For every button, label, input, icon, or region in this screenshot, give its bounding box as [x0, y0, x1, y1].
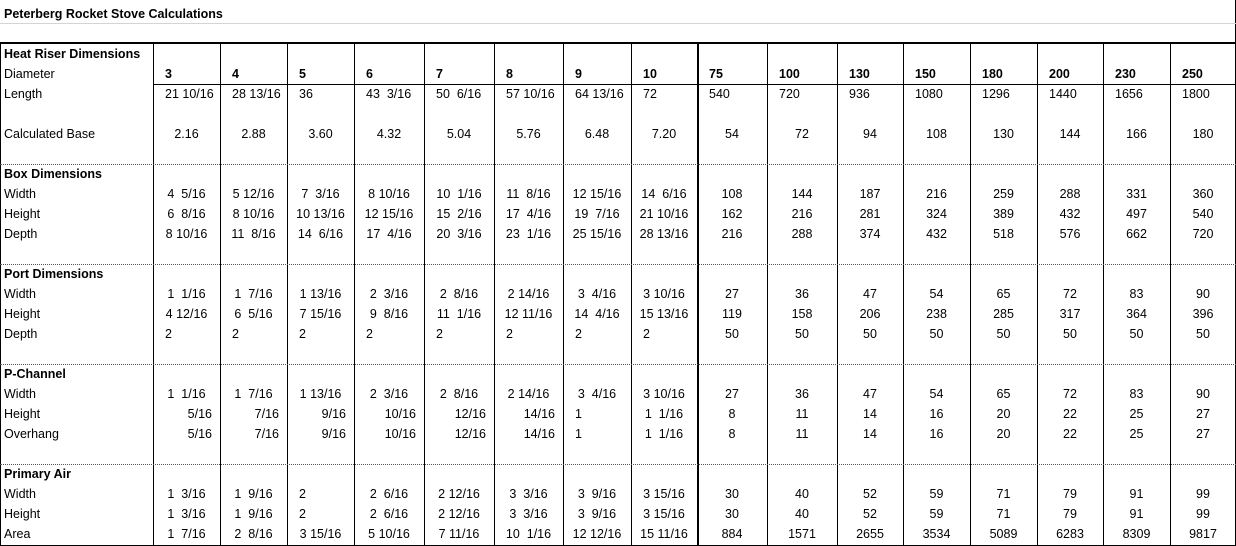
- table-cell[interactable]: 4 12/16: [165, 307, 208, 321]
- table-cell[interactable]: 8: [728, 407, 736, 421]
- table-cell[interactable]: 64 13/16: [575, 87, 624, 101]
- table-cell[interactable]: 57 10/16: [506, 87, 555, 101]
- table-cell[interactable]: 1 13/16: [299, 387, 342, 401]
- table-cell[interactable]: 216: [791, 207, 813, 221]
- table-cell[interactable]: 331: [1126, 187, 1147, 201]
- table-cell[interactable]: 6 8/16: [167, 207, 206, 221]
- table-cell[interactable]: 50: [795, 327, 809, 341]
- table-cell[interactable]: 72: [643, 87, 657, 101]
- table-cell[interactable]: 36: [299, 87, 313, 101]
- table-cell[interactable]: 2: [232, 327, 239, 341]
- table-cell[interactable]: 144: [791, 187, 813, 201]
- table-cell[interactable]: 40: [795, 487, 809, 501]
- table-cell[interactable]: 1 3/16: [167, 487, 206, 501]
- row-label[interactable]: Depth: [4, 327, 38, 341]
- table-cell[interactable]: 3 10/16: [643, 287, 685, 301]
- table-cell[interactable]: 71: [996, 507, 1011, 521]
- table-cell[interactable]: 2 14/16: [507, 287, 550, 301]
- table-cell[interactable]: 54: [725, 127, 739, 141]
- table-cell[interactable]: 7 15/16: [299, 307, 342, 321]
- table-cell[interactable]: 12 12/16: [572, 527, 622, 541]
- table-cell[interactable]: 396: [1192, 307, 1214, 321]
- table-cell[interactable]: 200: [1049, 67, 1070, 81]
- table-cell[interactable]: 27: [1196, 427, 1210, 441]
- table-cell[interactable]: 22: [1063, 407, 1077, 421]
- table-cell[interactable]: 2: [366, 327, 373, 341]
- table-cell[interactable]: 83: [1129, 387, 1144, 401]
- table-cell[interactable]: 720: [1192, 227, 1214, 241]
- table-cell[interactable]: 1 7/16: [167, 527, 206, 541]
- table-cell[interactable]: 1 3/16: [167, 507, 206, 521]
- table-cell[interactable]: 50: [1063, 327, 1077, 341]
- table-cell[interactable]: 20: [996, 427, 1011, 441]
- table-cell[interactable]: 94: [863, 127, 877, 141]
- grid-line: [0, 42, 1236, 44]
- table-cell[interactable]: 3 9/16: [577, 487, 617, 501]
- table-cell[interactable]: 3 15/16: [643, 507, 685, 521]
- table-cell[interactable]: 27: [725, 287, 739, 301]
- table-cell[interactable]: 6.48: [584, 127, 610, 141]
- table-cell[interactable]: 22: [1063, 427, 1077, 441]
- table-cell[interactable]: 2: [436, 327, 443, 341]
- table-cell[interactable]: 47: [863, 387, 877, 401]
- table-cell[interactable]: 50: [1129, 327, 1144, 341]
- row-label[interactable]: Length: [4, 87, 43, 101]
- table-cell[interactable]: 1 9/16: [234, 487, 273, 501]
- table-cell[interactable]: 108: [926, 127, 947, 141]
- table-cell[interactable]: 432: [1059, 207, 1081, 221]
- table-cell[interactable]: 3 3/16: [509, 487, 548, 501]
- table-cell[interactable]: 2.88: [241, 127, 266, 141]
- table-cell[interactable]: 11 1/16: [436, 307, 482, 321]
- table-cell[interactable]: 2: [299, 507, 306, 521]
- table-cell[interactable]: 9 8/16: [369, 307, 409, 321]
- table-cell[interactable]: 5/16: [187, 427, 212, 441]
- table-cell[interactable]: 150: [915, 67, 936, 81]
- row-label[interactable]: Height: [4, 307, 41, 321]
- table-cell[interactable]: 2 12/16: [438, 507, 480, 521]
- row-label[interactable]: Height: [4, 507, 41, 521]
- table-cell[interactable]: 5 10/16: [368, 527, 410, 541]
- row-label[interactable]: Width: [4, 387, 36, 401]
- table-cell[interactable]: 10 13/16: [296, 207, 345, 221]
- table-cell[interactable]: 662: [1126, 227, 1147, 241]
- table-cell[interactable]: 12 15/16: [364, 207, 414, 221]
- table-cell[interactable]: 16: [929, 407, 944, 421]
- section-heading[interactable]: Heat Riser Dimensions: [4, 47, 141, 61]
- table-cell[interactable]: 27: [1196, 407, 1210, 421]
- table-cell[interactable]: 12/16: [454, 427, 486, 441]
- table-cell[interactable]: 374: [859, 227, 881, 241]
- table-cell[interactable]: 9/16: [321, 407, 346, 421]
- table-cell[interactable]: 10: [643, 67, 657, 81]
- table-cell[interactable]: 288: [1059, 187, 1081, 201]
- table-cell[interactable]: 1 1/16: [644, 427, 684, 441]
- row-label[interactable]: Height: [4, 407, 41, 421]
- table-cell[interactable]: 4: [232, 67, 239, 81]
- table-cell[interactable]: 936: [849, 87, 870, 101]
- row-label[interactable]: Overhang: [4, 427, 59, 441]
- table-cell[interactable]: 130: [993, 127, 1014, 141]
- table-cell[interactable]: 281: [859, 207, 881, 221]
- grid-line: [0, 264, 1236, 265]
- row-label[interactable]: Width: [4, 187, 36, 201]
- table-cell[interactable]: 1 13/16: [299, 287, 342, 301]
- table-cell[interactable]: 4.32: [376, 127, 402, 141]
- row-label[interactable]: Area: [4, 527, 31, 541]
- table-cell[interactable]: 230: [1115, 67, 1136, 81]
- table-cell[interactable]: 11: [795, 407, 809, 421]
- table-cell[interactable]: 91: [1129, 507, 1144, 521]
- table-cell[interactable]: 20: [996, 407, 1011, 421]
- table-cell[interactable]: 518: [993, 227, 1014, 241]
- table-cell[interactable]: 2 6/16: [369, 487, 409, 501]
- table-cell[interactable]: 21 10/16: [165, 87, 214, 101]
- table-cell[interactable]: 15 11/16: [640, 527, 688, 541]
- table-cell[interactable]: 3 10/16: [643, 387, 685, 401]
- table-cell[interactable]: 1 7/16: [234, 287, 273, 301]
- table-cell[interactable]: 27: [725, 387, 739, 401]
- table-cell[interactable]: 6: [366, 67, 373, 81]
- table-cell[interactable]: 14 6/16: [297, 227, 344, 241]
- table-cell[interactable]: 43 3/16: [366, 87, 412, 101]
- table-cell[interactable]: 8 10/16: [165, 227, 208, 241]
- table-cell[interactable]: 11 8/16: [231, 227, 276, 241]
- table-cell[interactable]: 540: [709, 87, 730, 101]
- table-cell[interactable]: 2 3/16: [369, 387, 409, 401]
- grid-line: [0, 364, 1236, 365]
- table-cell[interactable]: 50: [863, 327, 877, 341]
- table-cell[interactable]: 7: [436, 67, 443, 81]
- table-cell[interactable]: 2: [165, 327, 172, 341]
- table-cell[interactable]: 5.04: [446, 127, 472, 141]
- table-cell[interactable]: 1 1/16: [167, 387, 206, 401]
- table-cell[interactable]: 75: [709, 67, 723, 81]
- row-label[interactable]: Width: [4, 287, 36, 301]
- table-cell[interactable]: 14 6/16: [641, 187, 687, 201]
- table-cell[interactable]: 8: [506, 67, 513, 81]
- table-cell[interactable]: 28 13/16: [639, 227, 689, 241]
- table-cell[interactable]: 360: [1192, 187, 1214, 201]
- table-cell[interactable]: 6283: [1056, 527, 1084, 541]
- row-label[interactable]: Diameter: [4, 67, 55, 81]
- section-heading[interactable]: Primary Air: [4, 467, 71, 481]
- table-cell[interactable]: 10 1/16: [505, 527, 552, 541]
- table-cell[interactable]: 47: [863, 287, 877, 301]
- table-cell[interactable]: 12/16: [454, 407, 486, 421]
- table-cell[interactable]: 2 8/16: [439, 287, 479, 301]
- table-cell[interactable]: 8309: [1122, 527, 1151, 541]
- table-cell[interactable]: 72: [1063, 387, 1077, 401]
- table-cell[interactable]: 1 1/16: [644, 407, 684, 421]
- table-cell[interactable]: 83: [1129, 287, 1144, 301]
- table-cell[interactable]: 3: [165, 67, 172, 81]
- table-cell[interactable]: 72: [795, 127, 809, 141]
- table-cell[interactable]: 187: [859, 187, 881, 201]
- table-cell[interactable]: 40: [795, 507, 809, 521]
- table-cell[interactable]: 1 9/16: [234, 507, 273, 521]
- table-cell[interactable]: 91: [1129, 487, 1144, 501]
- table-cell[interactable]: 79: [1063, 487, 1077, 501]
- table-cell[interactable]: 7 3/16: [301, 187, 340, 201]
- table-cell[interactable]: 1 1/16: [167, 287, 206, 301]
- table-cell[interactable]: 14/16: [523, 407, 555, 421]
- row-label[interactable]: Calculated Base: [4, 127, 96, 141]
- table-cell[interactable]: 144: [1059, 127, 1081, 141]
- table-cell[interactable]: 2: [506, 327, 513, 341]
- table-cell[interactable]: 1 7/16: [234, 387, 273, 401]
- table-cell[interactable]: 2.16: [174, 127, 199, 141]
- table-cell[interactable]: 2655: [856, 527, 884, 541]
- table-cell[interactable]: 100: [779, 67, 800, 81]
- table-cell[interactable]: 259: [993, 187, 1014, 201]
- table-cell[interactable]: 1656: [1115, 87, 1143, 101]
- table-cell[interactable]: 1571: [788, 527, 816, 541]
- table-cell[interactable]: 5: [299, 67, 306, 81]
- grid-line: [0, 164, 1236, 165]
- table-cell[interactable]: 540: [1192, 207, 1214, 221]
- table-cell[interactable]: 8 10/16: [368, 187, 410, 201]
- section-heading[interactable]: P-Channel: [4, 367, 66, 381]
- table-cell[interactable]: 576: [1059, 227, 1081, 241]
- table-cell[interactable]: 15 2/16: [436, 207, 482, 221]
- table-cell[interactable]: 285: [993, 307, 1014, 321]
- table-cell[interactable]: 50: [996, 327, 1011, 341]
- table-cell[interactable]: 5089: [989, 527, 1018, 541]
- table-cell[interactable]: 7/16: [254, 427, 279, 441]
- table-cell[interactable]: 14 4/16: [574, 307, 620, 321]
- row-label[interactable]: Height: [4, 207, 41, 221]
- table-cell[interactable]: 7.20: [651, 127, 677, 141]
- table-cell[interactable]: 90: [1196, 287, 1210, 301]
- table-cell[interactable]: 25 15/16: [572, 227, 622, 241]
- table-cell[interactable]: 166: [1126, 127, 1147, 141]
- section-heading[interactable]: Port Dimensions: [4, 267, 104, 281]
- row-label[interactable]: Depth: [4, 227, 38, 241]
- table-cell[interactable]: 2 3/16: [369, 287, 409, 301]
- table-cell[interactable]: 180: [982, 67, 1003, 81]
- table-cell[interactable]: 216: [926, 187, 947, 201]
- table-cell[interactable]: 17 4/16: [505, 207, 552, 221]
- table-cell[interactable]: 720: [779, 87, 800, 101]
- table-cell[interactable]: 30: [725, 507, 739, 521]
- table-cell[interactable]: 7/16: [254, 407, 279, 421]
- table-cell[interactable]: 2: [575, 327, 582, 341]
- table-cell[interactable]: 65: [996, 387, 1011, 401]
- table-cell[interactable]: 65: [996, 287, 1011, 301]
- table-cell[interactable]: 50: [725, 327, 739, 341]
- table-cell[interactable]: 72: [1063, 287, 1077, 301]
- table-cell[interactable]: 3 15/16: [299, 527, 342, 541]
- table-cell[interactable]: 250: [1182, 67, 1203, 81]
- table-cell[interactable]: 99: [1196, 507, 1210, 521]
- table-cell[interactable]: 52: [863, 487, 877, 501]
- table-cell[interactable]: 6 5/16: [234, 307, 273, 321]
- table-cell[interactable]: 884: [721, 527, 743, 541]
- table-cell[interactable]: 71: [996, 487, 1011, 501]
- table-cell[interactable]: 36: [795, 387, 809, 401]
- table-cell[interactable]: 9/16: [321, 427, 346, 441]
- table-cell[interactable]: 25: [1129, 427, 1144, 441]
- table-cell[interactable]: 2 12/16: [438, 487, 480, 501]
- table-cell[interactable]: 50: [1196, 327, 1210, 341]
- table-cell[interactable]: 8: [728, 427, 736, 441]
- table-cell[interactable]: 1: [575, 427, 582, 441]
- table-cell[interactable]: 2: [299, 487, 306, 501]
- table-cell[interactable]: 162: [721, 207, 743, 221]
- grid-line: [0, 464, 1236, 465]
- table-cell[interactable]: 3 9/16: [577, 507, 617, 521]
- table-cell[interactable]: 1296: [982, 87, 1010, 101]
- table-cell[interactable]: 10/16: [384, 427, 416, 441]
- grid-line: [0, 23, 1236, 24]
- table-cell[interactable]: 108: [721, 187, 743, 201]
- table-cell[interactable]: 30: [725, 487, 739, 501]
- table-cell[interactable]: 432: [926, 227, 947, 241]
- table-cell[interactable]: 238: [926, 307, 947, 321]
- table-cell[interactable]: 19 7/16: [574, 207, 620, 221]
- table-cell[interactable]: 8 10/16: [232, 207, 275, 221]
- table-cell[interactable]: 130: [849, 67, 870, 81]
- table-cell[interactable]: 59: [929, 487, 944, 501]
- table-cell[interactable]: 2 14/16: [507, 387, 550, 401]
- table-cell[interactable]: 28 13/16: [232, 87, 281, 101]
- table-cell[interactable]: 317: [1059, 307, 1081, 321]
- table-cell[interactable]: 25: [1129, 407, 1144, 421]
- table-cell[interactable]: 389: [993, 207, 1014, 221]
- table-cell[interactable]: 14: [863, 407, 877, 421]
- table-cell[interactable]: 3 3/16: [509, 507, 548, 521]
- table-cell[interactable]: 9: [575, 67, 582, 81]
- table-cell[interactable]: 14/16: [523, 427, 555, 441]
- table-cell[interactable]: 3 15/16: [643, 487, 685, 501]
- table-cell[interactable]: 3 4/16: [577, 387, 617, 401]
- table-cell[interactable]: 2: [299, 327, 306, 341]
- table-cell[interactable]: 11 8/16: [506, 187, 551, 201]
- section-heading[interactable]: Box Dimensions: [4, 167, 102, 181]
- table-cell[interactable]: 2 8/16: [439, 387, 479, 401]
- table-cell[interactable]: 16: [929, 427, 944, 441]
- table-cell[interactable]: 364: [1126, 307, 1147, 321]
- table-cell[interactable]: 9817: [1189, 527, 1217, 541]
- table-cell[interactable]: 20 3/16: [436, 227, 482, 241]
- table-cell[interactable]: 1: [575, 407, 582, 421]
- table-cell[interactable]: 119: [722, 307, 742, 321]
- table-cell[interactable]: 10/16: [384, 407, 416, 421]
- table-cell[interactable]: 2 8/16: [234, 527, 273, 541]
- table-cell[interactable]: 59: [929, 507, 944, 521]
- table-cell[interactable]: 54: [929, 387, 944, 401]
- sheet-title[interactable]: Peterberg Rocket Stove Calculations: [4, 7, 223, 21]
- table-cell[interactable]: 50 6/16: [436, 87, 482, 101]
- table-cell[interactable]: 36: [795, 287, 809, 301]
- table-cell[interactable]: 4 5/16: [167, 187, 206, 201]
- table-cell[interactable]: 2: [643, 327, 650, 341]
- table-cell[interactable]: 3534: [922, 527, 951, 541]
- table-cell[interactable]: 12 11/16: [504, 307, 553, 321]
- table-cell[interactable]: 216: [721, 227, 743, 241]
- table-cell[interactable]: 324: [926, 207, 947, 221]
- table-cell[interactable]: 7 11/16: [438, 527, 480, 541]
- table-cell[interactable]: 180: [1192, 127, 1214, 141]
- table-cell[interactable]: 497: [1126, 207, 1147, 221]
- table-cell[interactable]: 1800: [1182, 87, 1210, 101]
- table-cell[interactable]: 50: [929, 327, 944, 341]
- table-cell[interactable]: 52: [863, 507, 877, 521]
- table-cell[interactable]: 1440: [1049, 87, 1077, 101]
- table-cell[interactable]: 3 4/16: [577, 287, 617, 301]
- table-cell[interactable]: 14: [863, 427, 877, 441]
- row-label[interactable]: Width: [4, 487, 36, 501]
- table-cell[interactable]: 90: [1196, 387, 1210, 401]
- table-cell[interactable]: 54: [929, 287, 944, 301]
- table-cell[interactable]: 17 4/16: [366, 227, 412, 241]
- table-cell[interactable]: 10 1/16: [436, 187, 482, 201]
- table-cell[interactable]: 3.60: [308, 127, 333, 141]
- table-cell[interactable]: 288: [791, 227, 813, 241]
- table-cell[interactable]: 79: [1063, 507, 1077, 521]
- table-cell[interactable]: 11: [795, 427, 809, 441]
- table-cell[interactable]: 23 1/16: [505, 227, 552, 241]
- table-cell[interactable]: 99: [1196, 487, 1210, 501]
- table-cell[interactable]: 158: [791, 307, 813, 321]
- table-cell[interactable]: 206: [859, 307, 881, 321]
- table-cell[interactable]: 5 12/16: [232, 187, 275, 201]
- table-cell[interactable]: 1080: [915, 87, 943, 101]
- table-cell[interactable]: 15 13/16: [639, 307, 689, 321]
- table-cell[interactable]: 21 10/16: [639, 207, 689, 221]
- table-cell[interactable]: 12 15/16: [572, 187, 622, 201]
- table-cell[interactable]: 5.76: [516, 127, 541, 141]
- table-cell[interactable]: 5/16: [187, 407, 212, 421]
- grid-line: [0, 43, 1, 546]
- table-cell[interactable]: 2 6/16: [369, 507, 409, 521]
